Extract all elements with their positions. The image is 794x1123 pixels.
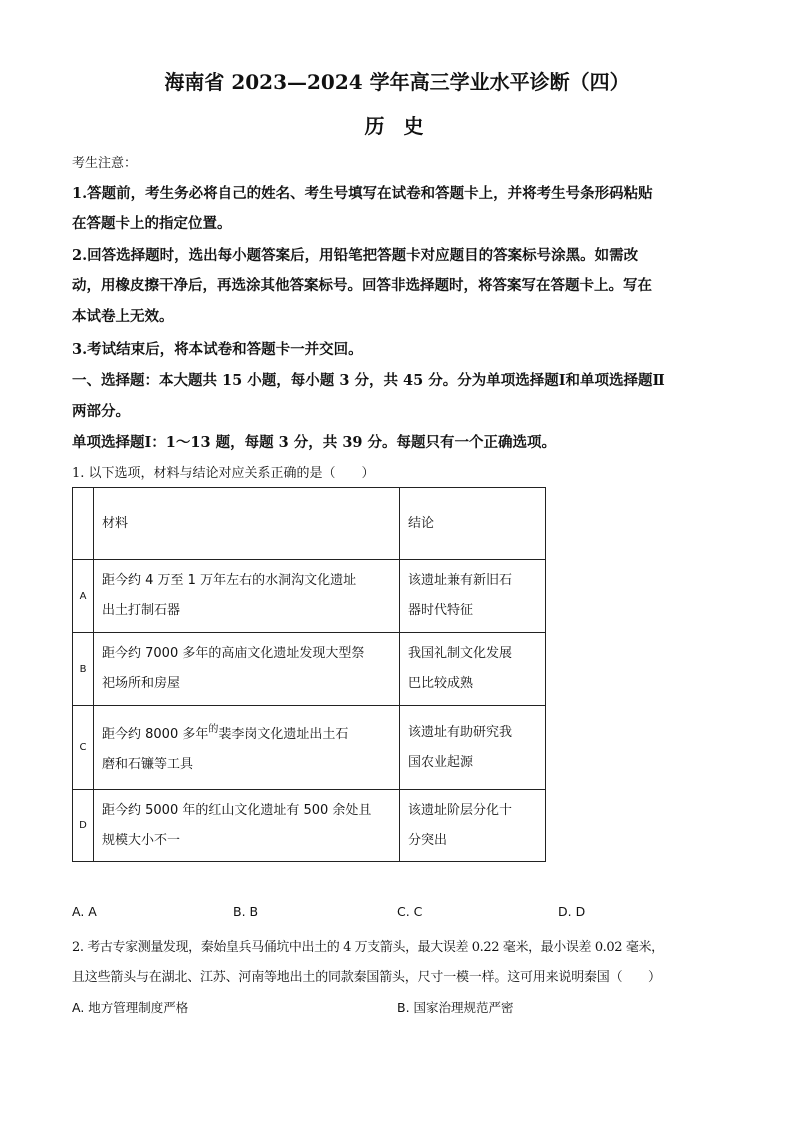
row-b-conclusion-line-1: 我国礼制文化发展 bbox=[408, 646, 513, 661]
question-2-stem-line-2: 且这些箭头与在湖北、江苏、河南等地出土的同款秦国箭头，尺寸一模一样。这可用来说明秦国（ ） bbox=[72, 970, 661, 985]
q1-option-b[interactable]: B. B bbox=[233, 904, 259, 919]
q2-option-b[interactable]: B. 国家治理规范严密 bbox=[397, 1000, 514, 1015]
row-c-material-line-2: 磨和石镰等工具 bbox=[102, 757, 194, 772]
table-row bbox=[73, 790, 546, 862]
row-b-conclusion bbox=[400, 633, 546, 706]
notice-2-line-1: 2.回答选择题时，选出每小题答案后，用铅笔把答题卡对应题目的答案标号涂黑。如需改 bbox=[72, 247, 639, 264]
section-heading-line-2: 两部分。 bbox=[72, 403, 130, 420]
row-c-conclusion-line-2: 国农业起源 bbox=[408, 754, 474, 770]
row-a-material-line-1: 距今约 4 万至 1 万年左右的水洞沟文化遗址 bbox=[102, 573, 357, 588]
row-d-conclusion bbox=[400, 790, 546, 862]
section-heading-line-1: 一、选择题：本大题共 15 小题，每小题 3 分，共 45 分。分为单项选择题Ⅰ和单项选择题Ⅱ bbox=[72, 372, 665, 389]
notice-1-line-1: 1.答题前，考生务必将自己的姓名、考生号填写在试卷和答题卡上，并将考生号条形码粘贴 bbox=[72, 185, 653, 202]
row-d-material bbox=[94, 790, 400, 862]
question-2-stem-line-1: 2. 考古专家测量发现，秦始皇兵马俑坑中出土的 4 万支箭头，最大误差 0.22 毫米，最小误差 0.02 毫米， bbox=[72, 940, 664, 955]
row-c-material-superscript: 的 bbox=[208, 724, 219, 735]
row-label-c: C bbox=[73, 706, 94, 790]
q1-option-a[interactable]: A. A bbox=[72, 904, 97, 919]
exam-title: 海南省 2023—2024 学年高三学业水平诊断（四） bbox=[164, 70, 630, 94]
row-b-material-line-2: 祀场所和房屋 bbox=[102, 676, 181, 691]
subject-title: 历 史 bbox=[364, 114, 430, 138]
table-header-material: 材料 bbox=[94, 488, 400, 560]
row-a-conclusion bbox=[400, 560, 546, 633]
row-c-material-line-1 bbox=[102, 715, 393, 750]
question-1-table bbox=[72, 487, 546, 862]
notice-2-line-2: 动，用橡皮擦干净后，再选涂其他答案标号。回答非选择题时，将答案写在答题卡上。写在 bbox=[72, 277, 652, 294]
notice-3-line-1: 3.考试结束后，将本试卷和答题卡一并交回。 bbox=[72, 341, 363, 358]
row-d-material-line-1: 距今约 5000 年的红山文化遗址有 500 余处且 bbox=[102, 802, 372, 818]
row-d-conclusion-line-1: 该遗址阶层分化十 bbox=[408, 802, 513, 818]
row-c-material bbox=[94, 706, 400, 790]
row-label-d: D bbox=[73, 790, 94, 862]
notice-1-line-2: 在答题卡上的指定位置。 bbox=[72, 215, 232, 232]
table-header-conclusion: 结论 bbox=[400, 488, 546, 560]
row-d-material-line-2: 规模大小不一 bbox=[102, 832, 181, 848]
row-c-conclusion bbox=[400, 706, 546, 790]
row-b-material bbox=[94, 633, 400, 706]
row-a-conclusion-line-1: 该遗址兼有新旧石 bbox=[408, 573, 513, 588]
table-header-row bbox=[73, 488, 546, 560]
row-c-material-part-1: 距今约 8000 多年 bbox=[102, 727, 209, 742]
q2-option-a[interactable]: A. 地方管理制度严格 bbox=[72, 1000, 189, 1015]
table-row bbox=[73, 560, 546, 633]
notice-2-line-3: 本试卷上无效。 bbox=[72, 308, 174, 325]
row-a-material-line-2: 出土打制石器 bbox=[102, 603, 181, 618]
row-label-b: B bbox=[73, 633, 94, 706]
row-c-conclusion-line-1: 该遗址有助研究我 bbox=[408, 724, 513, 740]
row-b-conclusion-line-2: 巴比较成熟 bbox=[408, 676, 474, 691]
q1-option-d[interactable]: D. D bbox=[558, 904, 586, 919]
row-d-conclusion-line-2: 分突出 bbox=[408, 832, 448, 848]
row-a-material bbox=[94, 560, 400, 633]
question-1-stem: 1. 以下选项，材料与结论对应关系正确的是（ ） bbox=[72, 466, 375, 481]
table-row bbox=[73, 633, 546, 706]
q1-option-c[interactable]: C. C bbox=[397, 904, 423, 919]
table-row bbox=[73, 706, 546, 790]
row-label-a: A bbox=[73, 560, 94, 633]
notice-heading: 考生注意： bbox=[72, 156, 138, 171]
row-c-material-part-2: 裴李岗文化遗址出土石 bbox=[218, 727, 349, 742]
row-a-conclusion-line-2: 器时代特征 bbox=[408, 603, 474, 618]
table-cell-label bbox=[73, 488, 94, 560]
subsection-heading: 单项选择题Ⅰ：1～13 题，每题 3 分，共 39 分。每题只有一个正确选项。 bbox=[72, 434, 557, 451]
row-b-material-line-1: 距今约 7000 多年的高庙文化遗址发现大型祭 bbox=[102, 646, 365, 661]
